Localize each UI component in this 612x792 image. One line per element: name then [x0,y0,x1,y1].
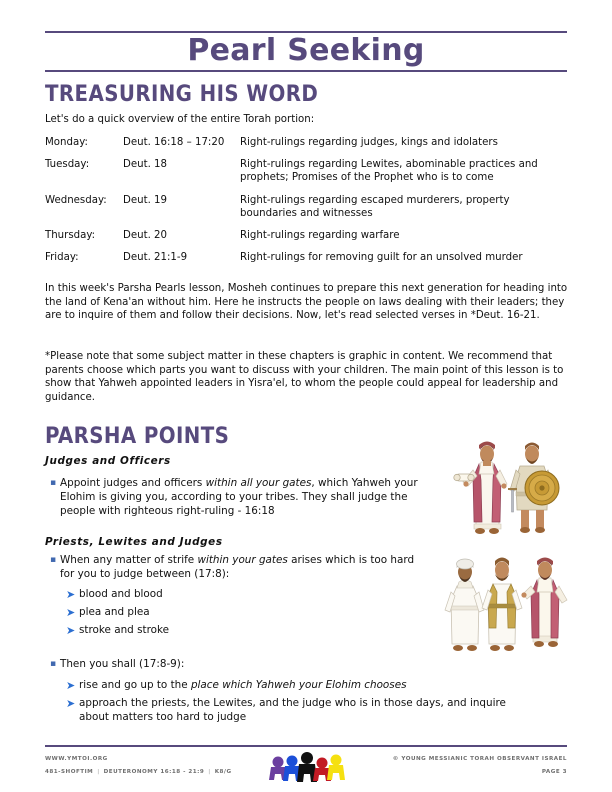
page-title: Pearl Seeking [187,33,425,68]
schedule-day: Tuesday: [45,159,90,171]
section-heading-parsha-points: PARSHA POINTS [45,424,230,449]
sub-bullet-text: stroke and stroke [79,624,170,636]
schedule-description: Right-rulings regarding escaped murderers, property boundaries and witnesses [240,194,510,219]
sub-bullet-emphasis: place which Yahweh your Elohim chooses [190,679,407,691]
sub-bullet-text: approach the priests, the Lewites, and the judge who is in those days, and inquire about matters too hard to judge [79,697,506,723]
torah-portion-schedule-table [45,136,567,273]
table-row [45,158,567,193]
footer-passage: DEUTERONOMY 16:18 - 21:9 [103,769,205,775]
schedule-reference: Deut. 19 [123,194,168,206]
sub-bullet-text [79,679,407,693]
footer-rule [45,745,567,747]
priest-lewite-judge-illustration [443,548,571,666]
lewite-figure [482,558,522,652]
list-item [66,697,536,725]
sub-bullet-text: blood and blood [79,588,163,600]
square-bullet-icon [50,477,60,491]
list-item [66,679,526,694]
arrow-bullet-icon [66,679,79,694]
sub-bullet-text-before: rise and go up to the [79,679,191,691]
scroll-icon [454,474,474,481]
priest-figure [445,559,484,651]
bullet-emphasis: within your gates [197,554,288,566]
footer-separator: | [97,769,100,775]
sub-bullet-text: plea and plea [79,606,150,618]
judge-figure [454,442,507,535]
bullet-text: Then you shall (17:8-9): [60,658,185,670]
schedule-day: Wednesday: [45,194,107,206]
list-item [50,554,422,582]
table-row [45,251,567,273]
footer-copyright: © YOUNG MESSIANIC TORAH OBSERVANT ISRAEL [392,756,567,762]
list-item [50,477,430,519]
footer-page-number: PAGE 3 [541,769,567,775]
bullet-text-after: arises which is too hard for you to judge between (17:8): [60,554,415,580]
bullet-text [60,477,430,519]
table-row [45,136,567,158]
bullet-text [60,554,422,582]
bullet-text-before: Appoint judges and officers [60,477,206,489]
note-paragraph: *Please note that some subject matter in these chapters is graphic in content. We recommend that parents choose which parts you want to discuss with your children. The main point of this lesson is to show that Yahweh appointed leaders in Yisra'el, to whom the people could appeal for leadership and guidance. [45,351,564,403]
schedule-day: Monday: [45,137,88,148]
header-bottom-rule [45,70,567,72]
overview-paragraph: In this week's Parsha Pearls lesson, Mosheh continues to prepare this next generation for heading into the land of Kena'an without him. Here he instructs the people on laws dealing with their leaders; they are to inquire of them and follow their decisions. Now, let's read selected verses in *Deut. 16-21. [45,283,568,322]
bullet-text-after: , which Yahweh your Elohim is giving you, according to your tribes. They shall judge the people with righteous right-ruling - 16:18 [60,477,418,517]
judge-and-officer-illustration [446,432,566,542]
square-bullet-icon [50,554,60,568]
footer-grade: K8/G [214,769,232,775]
schedule-reference: Deut. 21:1-9 [123,252,188,264]
footer-website-url[interactable]: WWW.YMTOI.ORG [45,756,108,762]
logo-figure-yellow [327,755,345,781]
schedule-description: Right-rulings for removing guilt for an unsolved murder [240,252,523,264]
schedule-description: Right-rulings regarding warfare [240,230,400,242]
sword-icon [508,488,517,512]
footer-lesson-code: 481-SHOFTIM [45,769,94,775]
list-item [66,606,366,621]
list-item [66,624,366,639]
treasuring-intro-text: Let's do a quick overview of the entire Torah portion: [45,114,315,125]
subheading-priests-lewites-and-judges: Priests, Lewites and Judges [45,536,223,548]
schedule-reference: Deut. 18 [123,159,168,171]
table-row [45,229,567,251]
schedule-description: Right-rulings regarding Lewites, abominable practices and prophets; Promises of the Prophet who is to come [240,159,538,184]
subheading-judges-and-officers: Judges and Officers [45,455,171,467]
bullet-emphasis: within all your gates [205,477,312,489]
judge-figure [521,558,567,648]
square-bullet-icon [50,658,60,672]
table-row [45,194,567,229]
schedule-reference: Deut. 16:18 – 17:20 [123,137,225,148]
schedule-description: Right-rulings regarding judges, kings and idolaters [240,137,498,148]
schedule-day: Friday: [45,252,79,264]
bullet-text-before: When any matter of strife [60,554,198,566]
schedule-reference: Deut. 20 [123,230,168,242]
arrow-bullet-icon [66,588,79,603]
section-heading-treasuring-his-word: TREASURING HIS WORD [45,82,319,107]
arrow-bullet-icon [66,606,79,621]
footer-separator: | [208,769,211,775]
arrow-bullet-icon [66,624,79,639]
schedule-day: Thursday: [45,230,96,242]
ymtoi-people-logo [268,750,346,788]
footer-lesson-meta [45,769,232,775]
arrow-bullet-icon [66,697,79,712]
list-item [66,588,366,603]
shield-icon [525,471,559,505]
officer-figure [508,443,559,534]
